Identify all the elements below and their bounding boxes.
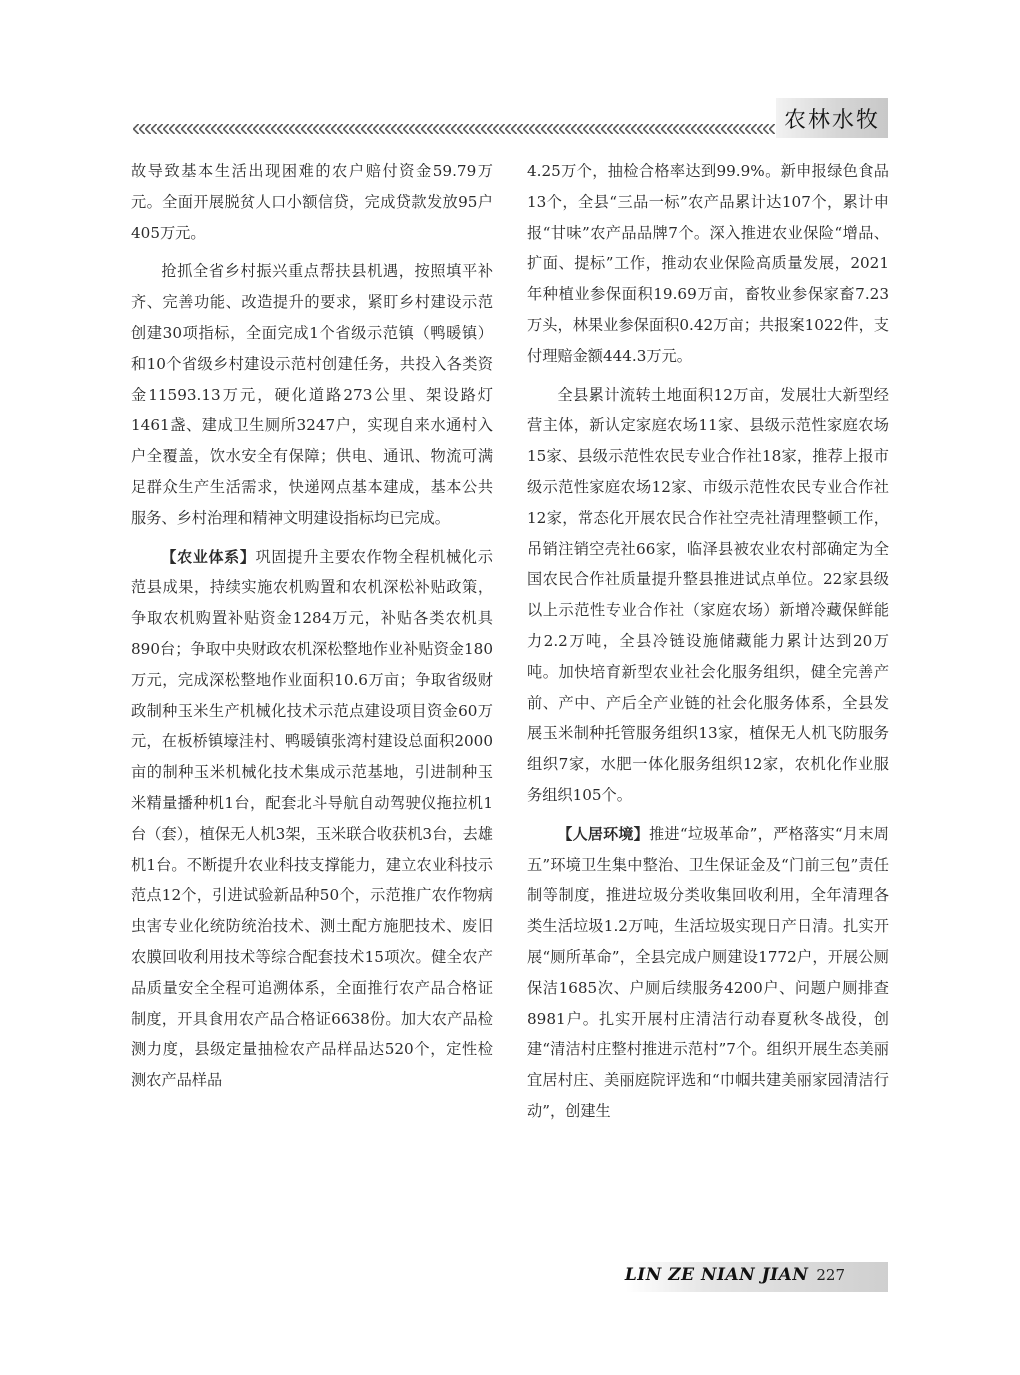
page-number: 227 <box>816 1266 845 1284</box>
journal-name: LIN ZE NIAN JIAN <box>624 1265 809 1285</box>
section-title: 农林水牧 <box>783 107 880 133</box>
paragraph-living-environment <box>527 819 889 1127</box>
footer <box>625 1265 845 1285</box>
right-column <box>527 156 889 1135</box>
paragraph: 抢抓全省乡村振兴重点帮扶县机遇，按照填平补齐、完善功能、改造提升的要求，紧盯乡村建设示范创建30项指标，全面完成1个省级示范镇（鸭暖镇）和10个省级乡村建设示范村创建任务，共投入各类资金11593.13万元，硬化道路273公里、架设路灯1461盏、建成卫生厕所3247户，实现自来水通村入户全覆盖，饮水安全有保障；供电、通讯、物流可满足群众生产生活需求，快递网点基本建成，基本公共服务、乡村治理和精神文明建设指标均已完成。 <box>131 262 493 527</box>
agriculture-heading: 【农业体系】 <box>161 547 256 566</box>
left-column <box>131 156 493 1104</box>
living-environment-heading: 【人居环境】 <box>557 824 649 843</box>
paragraph-agriculture <box>131 542 493 1096</box>
agriculture-text: 巩固提升主要农作物全程机械化示范县成果，持续实施农机购置和农机深松补贴政策，争取农机购置补贴资金1284万元，补贴各类农机具890台；争取中央财政农机深松整地作业补贴资金180万元，完成深松整地作业面积10.6万亩；争取省级财政制种玉米生产机械化技术示范点建设项目资金60万元，在板桥镇壕洼村、鸭暖镇张湾村建设总面积2000亩的制种玉米机械化技术集成示范基地，引进制种玉米精量播种机1台，配套北斗导航自动驾驶仪拖拉机1台（套），植保无人机3架，玉米联合收获机3台，去雄机1台。不断提升农业科技支撑能力，建立农业科技示范点12个，引进试验新品种50个，示范推广农作物病虫害专业化统防统治技术、测土配方施肥技术、废旧农膜回收利用技术等综合配套技术15项次。健全农产品质量安全全程可追溯体系，全面推行农产品合格证制度，开具食用农产品合格证6638份。加大农产品检测力度，县级定量抽检农产品样品达520个，定性检测农产品样品 <box>131 547 493 1090</box>
paragraph: 4.25万个，抽检合格率达到99.9%。新申报绿色食品13个，全县“三品一标”农产品累计达107个，累计申报“甘味”农产品品牌7个。深入推进农业保险“增品、扩面、提标”工作，推动农业保险高质量发展，2021年种植业参保面积19.69万亩，畜牧业参保家畜7.23万头，林果业参保面积0.42万亩；共报案1022件，支付理赔金额444.3万元。 <box>527 162 889 365</box>
section-title-tag <box>776 98 888 138</box>
header-decorative-rule <box>133 124 775 134</box>
paragraph: 全县累计流转土地面积12万亩，发展壮大新型经营主体，新认定家庭农场11家、县级示范性家庭农场15家、县级示范性农民专业合作社18家，推荐上报市级示范性家庭农场12家、市级示范性农民专业合作社12家，常态化开展农民合作社空壳社清理整顿工作，吊销注销空壳社66家，临泽县被农业农村部确定为全国农民合作社质量提升整县推进试点单位。22家县级以上示范性专业合作社（家庭农场）新增冷藏保鲜能力2.2万吨，全县冷链设施储藏能力累计达到20万吨。加快培育新型农业社会化服务组织，健全完善产前、产中、产后全产业链的社会化服务体系，全县发展玉米制种托管服务组织13家，植保无人机飞防服务组织7家，水肥一体化服务组织12家，农机化作业服务组织105个。 <box>527 385 889 804</box>
paragraph: 故导致基本生活出现困难的农户赔付资金59.79万元。全面开展脱贫人口小额信贷，完成贷款发放95户405万元。 <box>131 162 493 242</box>
living-environment-text: 推进“垃圾革命”，严格落实“月末周五”环境卫生集中整治、卫生保证金及“门前三包”责任制等制度，推进垃圾分类收集回收利用，全年清理各类生活垃圾1.2万吨，生活垃圾实现日产日清。扎实开展“厕所革命”，全县完成户厕建设1772户，开展公厕保洁1685次、户厕后续服务4200户、问题户厕排查8981户。扎实开展村庄清洁行动春夏秋冬战役，创建“清洁村庄整村推进示范村”7个。组织开展生态美丽宜居村庄、美丽庭院评选和“巾帼共建美丽家园清洁行动”，创建生 <box>527 824 889 1120</box>
